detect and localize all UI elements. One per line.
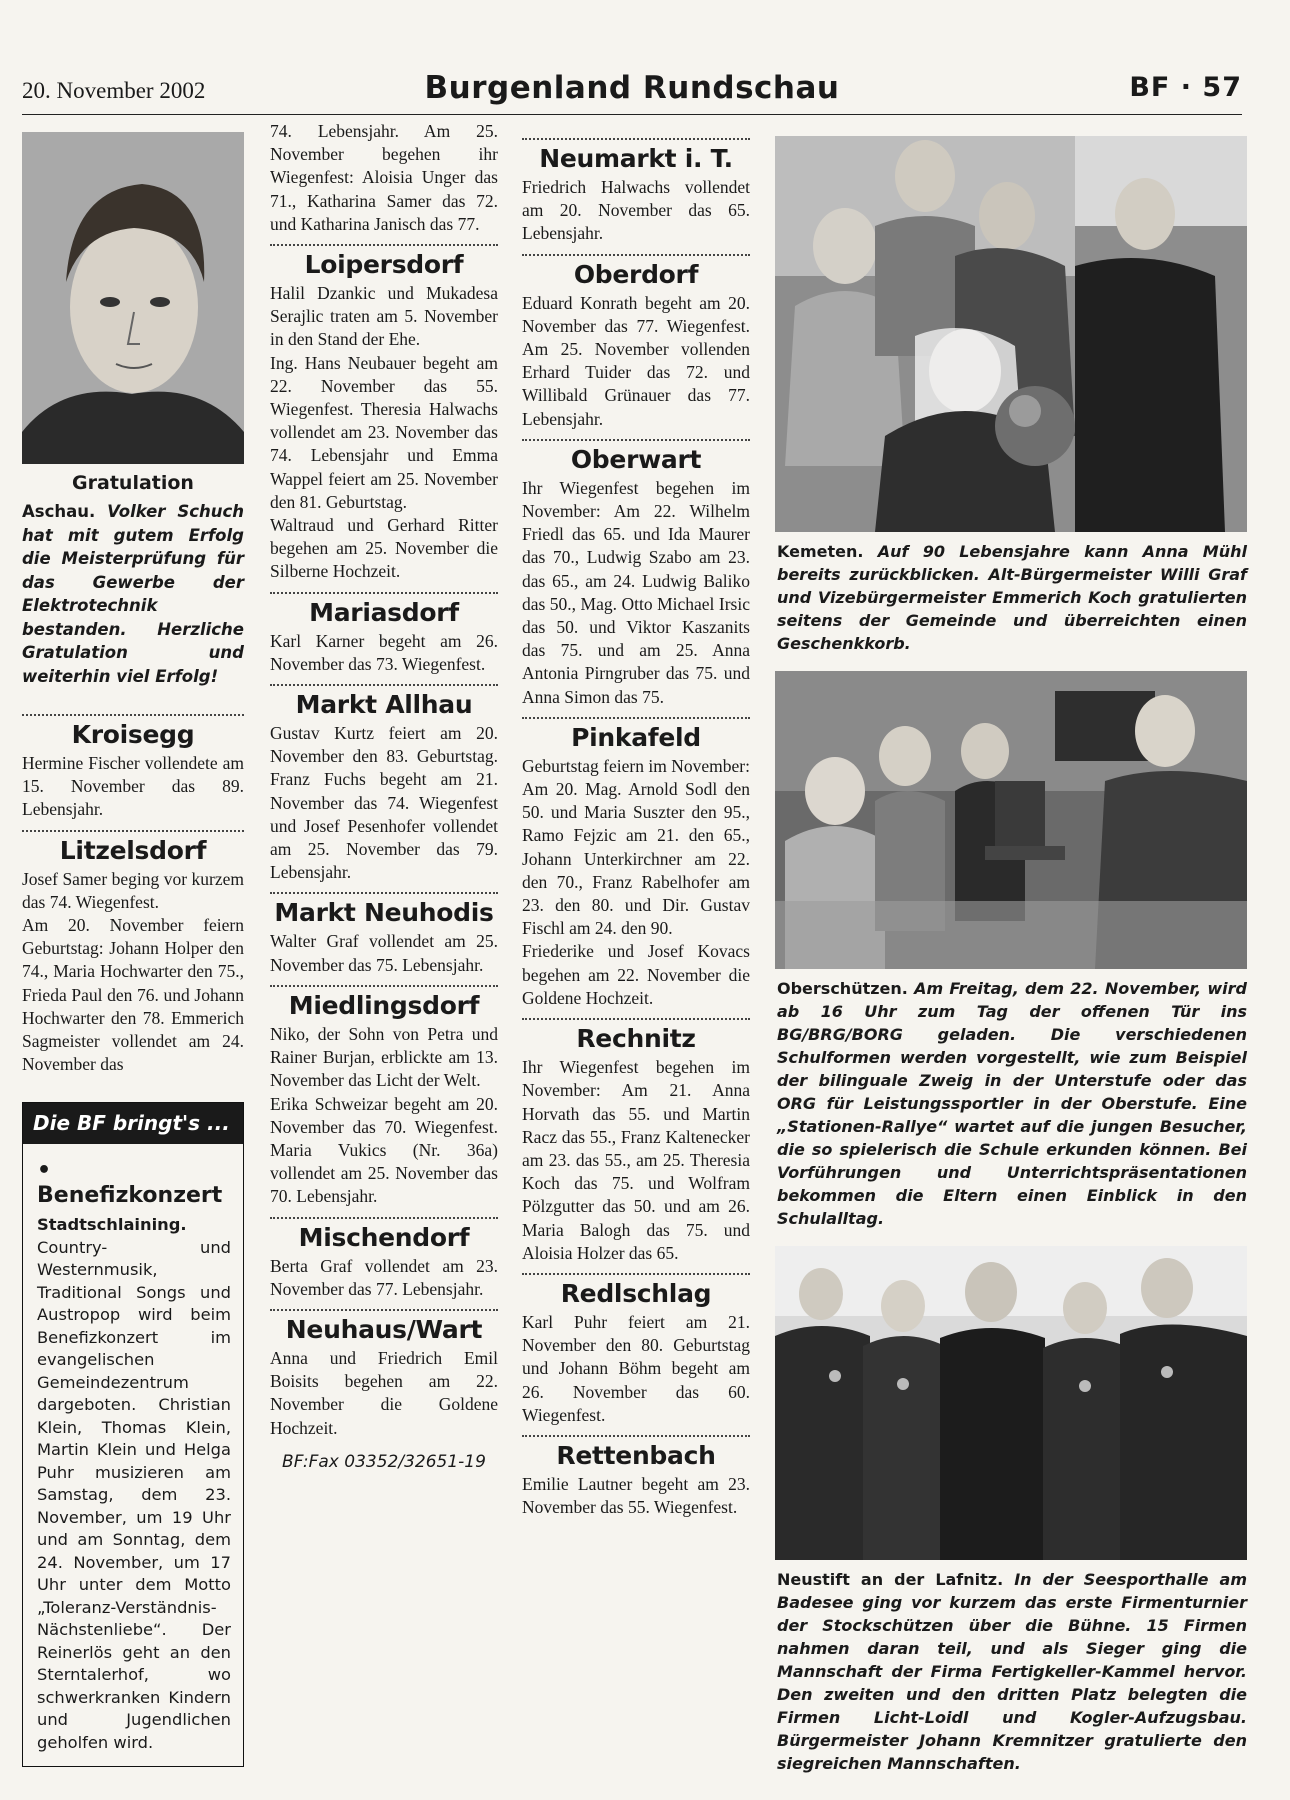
entry-markt-allhau bbox=[270, 722, 498, 884]
dotted-divider bbox=[270, 592, 498, 594]
dotted-divider bbox=[522, 254, 750, 256]
dotted-divider bbox=[522, 717, 750, 719]
town-rettenbach: Rettenbach bbox=[556, 1440, 716, 1470]
entry-text: 74. Lebensjahr. Am 25. November begehen ihr Wiegenfest: Aloisia Unger das 71., Katharina Samer das 72. und Katharina Janisch das 77. bbox=[270, 121, 498, 234]
town-mischendorf: Mischendorf bbox=[298, 1222, 470, 1252]
dotted-divider bbox=[522, 1273, 750, 1275]
dotted-divider bbox=[22, 714, 244, 716]
town-neuhaus-wart: Neuhaus/Wart bbox=[285, 1314, 483, 1344]
caption-place: Neustift an der Lafnitz. bbox=[777, 1570, 1004, 1589]
entry-mariasdorf bbox=[270, 630, 498, 676]
column-2 bbox=[270, 120, 498, 1472]
portrait-photo bbox=[22, 132, 244, 464]
town-redlschlag: Redlschlag bbox=[560, 1278, 712, 1308]
dotted-divider bbox=[22, 830, 244, 832]
caption-text: Am Freitag, dem 22. November, wird ab 16 Uhr zum Tag der offenen Tür ins BG/BRG/BORG geladen. Die verschiedenen Schulformen werden vorgestellt, wie zum Beispiel der bilinguale Zweig in der Unterstufe oder das ORG für Leistungssportler in der Oberstufe. Eine „Stationen-Rallye“ wartet auf die jungen Besucher, die so spielerisch die Schule erkunden können. Bei Vorführungen und Unterrichtspräsentationen bekommen die Eltern einen Einblick in den Schulalltag. bbox=[777, 979, 1247, 1228]
entry-text: Geburtstag feiern im November: Am 20. Mag. Arnold Sodl den 50. und Maria Suszter den 95., Ramo Fejzic am 21. den 65., Johann Unterkirchner am 22. den 70., Franz Rabelhofer am 23. den 80. und Dir. Gustav Fischl am 24. den 90. bbox=[522, 755, 750, 939]
town-neumarkt: Neumarkt i. T. bbox=[539, 144, 733, 173]
entry-text: Erika Schweizar begeht am 20. November das 70. Wiegenfest. Maria Vukics (Nr. 36a) vollendet am 25. November das 70. Lebensjahr. bbox=[270, 1093, 498, 1207]
entry-text: Hermine Fischer vollendete am 15. November das 89. Lebensjahr. bbox=[22, 753, 244, 820]
caption-place: Kemeten. bbox=[777, 542, 864, 561]
column-1 bbox=[22, 132, 244, 1767]
caption-place: Oberschützen. bbox=[777, 979, 908, 998]
entry-continued bbox=[270, 120, 498, 236]
entry-rettenbach bbox=[522, 1473, 750, 1519]
town-litzelsdorf: Litzelsdorf bbox=[59, 835, 207, 865]
entry-oberwart bbox=[522, 477, 750, 709]
entry-text: Emilie Lautner begeht am 23. November das 55. Wiegenfest. bbox=[522, 1473, 750, 1518]
entry-pinkafeld bbox=[522, 755, 750, 1010]
dotted-divider bbox=[270, 1309, 498, 1311]
column-4 bbox=[775, 136, 1249, 1775]
caption-text: Auf 90 Lebensjahre kann Anna Mühl bereits zurückblicken. Alt-Bürgermeister Willi Graf und Vizebürgermeister Emmerich Koch gratulierten seitens der Gemeinde und überreichten einen Geschenkkorb. bbox=[777, 542, 1247, 653]
entry-text: Karl Puhr feiert am 21. November den 80. Geburtstag und Johann Böhm begeht am 26. November das 60. Wiegenfest. bbox=[522, 1311, 750, 1425]
town-mariasdorf: Mariasdorf bbox=[309, 597, 459, 627]
entry-text: Berta Graf vollendet am 23. November das 77. Lebensjahr. bbox=[270, 1255, 498, 1299]
newspaper-title: Burgenland Rundschau bbox=[424, 70, 840, 106]
entry-miedlingsdorf bbox=[270, 1023, 498, 1209]
box-text bbox=[37, 1214, 231, 1754]
portrait-photo-image bbox=[22, 132, 244, 464]
dotted-divider bbox=[522, 138, 750, 140]
entry-text: Karl Karner begeht am 26. November das 73. Wiegenfest. bbox=[270, 630, 498, 674]
caption-place: Aschau. bbox=[22, 502, 96, 521]
microscope-photo bbox=[775, 671, 1247, 969]
kemeten-photo-image bbox=[775, 136, 1247, 532]
entry-text: Walter Graf vollendet am 25. November das 75. Lebensjahr. bbox=[270, 931, 498, 975]
dotted-divider bbox=[270, 684, 498, 686]
town-kroisegg: Kroisegg bbox=[71, 720, 195, 749]
box-body: Country- und Westernmusik, Traditional Songs und Austropop wird beim Benefizkonzert im evangelischen Gemeindezentrum dargeboten. Christian Klein, Thomas Klein, Martin Klein und Helga Puhr musizieren am Samstag, dem 23. November, um 19 Uhr und am Sonntag, dem 24. November, um 17 Uhr unter dem Motto „Toleranz-Verständnis-Nächstenliebe“. Der Reinerlös geht an den Sterntalerhof, wo schwerkranken Kindern und Jugendlichen geholfen wird. bbox=[37, 1237, 231, 1752]
dotted-divider bbox=[522, 1018, 750, 1020]
dotted-divider bbox=[270, 1217, 498, 1219]
issue-date: 20. November 2002 bbox=[22, 78, 206, 103]
bf-bringts-box bbox=[22, 1102, 244, 1767]
entry-text: Waltraud und Gerhard Ritter begehen am 25. November die Silberne Hochzeit. bbox=[270, 515, 498, 582]
entry-redlschlag bbox=[522, 1311, 750, 1427]
entry-text: Friedrich Halwachs vollendet am 20. November das 65. Lebensjahr. bbox=[522, 177, 750, 244]
entry-kroisegg bbox=[22, 752, 244, 822]
group-photo-elderly bbox=[775, 136, 1247, 532]
town-markt-neuhodis: Markt Neuhodis bbox=[274, 898, 494, 928]
entry-text: Ing. Hans Neubauer begeht am 22. November das 55. Wiegenfest. Theresia Halwachs vollendet am 23. November das 74. Lebensjahr und Emma Wappel feiert am 25. November den 81. Geburtstag. bbox=[270, 352, 498, 512]
entry-text: Halil Dzankic und Mukadesa Serajlic traten am 5. November in den Stand der Ehe. bbox=[270, 283, 498, 350]
entry-text: Eduard Konrath begeht am 20. November das 77. Wiegenfest. Am 25. November vollenden Erhard Tuider das 72. und Willibald Grünauer das 77. Lebensjahr. bbox=[522, 292, 750, 429]
dotted-divider bbox=[270, 985, 498, 987]
entry-text: Anna und Friedrich Emil Boisits begehen am 22. November die Goldene Hochzeit. bbox=[270, 1347, 498, 1438]
page-header bbox=[22, 68, 1242, 115]
town-miedlingsdorf: Miedlingsdorf bbox=[288, 990, 480, 1020]
column-3 bbox=[522, 138, 750, 1519]
kemeten-caption bbox=[777, 540, 1247, 655]
fax-number: BF:Fax 03352/32651-19 bbox=[282, 1451, 486, 1472]
neustift-caption bbox=[777, 1568, 1247, 1775]
entry-litzelsdorf bbox=[22, 868, 244, 1077]
town-oberdorf: Oberdorf bbox=[573, 259, 699, 289]
portrait-caption bbox=[22, 500, 244, 688]
town-pinkafeld: Pinkafeld bbox=[571, 722, 701, 752]
dotted-divider bbox=[522, 1435, 750, 1437]
box-header: Die BF bringt's ... bbox=[23, 1103, 243, 1144]
town-markt-allhau: Markt Allhau bbox=[295, 690, 473, 720]
page-number: BF · 57 bbox=[1129, 72, 1242, 103]
dotted-divider bbox=[270, 244, 498, 246]
entry-text: Gustav Kurtz feiert am 20. November den 83. Geburtstag. Franz Fuchs begeht am 21. November das 74. Wiegenfest und Josef Pesenhofer vollendet am 25. November das 79. Lebensjahr. bbox=[270, 723, 498, 883]
oberschuetzen-caption bbox=[777, 977, 1247, 1230]
team-medals-photo bbox=[775, 1246, 1247, 1560]
caption-title: Gratulation bbox=[72, 472, 194, 494]
entry-text: Niko, der Sohn von Petra und Rainer Burjan, erblickte am 13. November das Licht der Welt. bbox=[270, 1023, 498, 1091]
town-rechnitz: Rechnitz bbox=[576, 1024, 696, 1054]
box-title: • Benefizkonzert bbox=[37, 1158, 223, 1209]
oberschuetzen-photo-image bbox=[775, 671, 1247, 969]
caption-text: Volker Schuch hat mit gutem Erfolg die Meisterprüfung für das Gewerbe der Elektrotechnik bestanden. Herzliche Gratulation und weiterhin viel Erfolg! bbox=[22, 502, 245, 686]
entry-neuhaus-wart bbox=[270, 1347, 498, 1440]
town-oberwart: Oberwart bbox=[570, 444, 702, 474]
entry-neumarkt bbox=[522, 176, 750, 246]
entry-mischendorf bbox=[270, 1255, 498, 1301]
entry-text: Am 20. November feiern Geburtstag: Johann Holper den 74., Maria Hochwarter den 75., Frieda Paul den 76. und Johann Hochwarter den 78. Emmerich Sagmeister vollendet am 24. November das bbox=[22, 915, 244, 1075]
entry-loipersdorf bbox=[270, 282, 498, 584]
entry-text: Ihr Wiegenfest begehen im November: Am 21. Anna Horvath das 55. und Martin Racz das 55., Franz Kaltenecker am 23. das 55., am 25. Theresia Koch das 75. und Wolfram Pölzgutter das 50. und am 26. Maria Balogh das 75. und Aloisia Holzer das 65. bbox=[522, 1057, 750, 1263]
box-place: Stadtschlaining. bbox=[37, 1215, 187, 1235]
entry-text: Ihr Wiegenfest begehen im November: Am 22. Wilhelm Friedl das 65. und Ida Maurer das 70., Ludwig Szabo am 23. das 65., am 24. Ludwig Baliko das 50., Mag. Otto Michael Irsic das 50. und Viktor Kaszanits das 75. und am 25. Anna Antonia Pirngruber das 75. und Anna Simon das 75. bbox=[522, 477, 750, 707]
entry-markt-neuhodis bbox=[270, 930, 498, 976]
entry-text: Friederike und Josef Kovacs begehen am 22. November die Goldene Hochzeit. bbox=[522, 941, 750, 1008]
entry-oberdorf bbox=[522, 292, 750, 431]
entry-rechnitz bbox=[522, 1056, 750, 1265]
neustift-photo-image bbox=[775, 1246, 1247, 1560]
dotted-divider bbox=[522, 439, 750, 441]
entry-text: Josef Samer beging vor kurzem das 74. Wiegenfest. bbox=[22, 868, 244, 912]
town-loipersdorf: Loipersdorf bbox=[304, 250, 464, 280]
caption-text: In der Seesporthalle am Badesee ging vor kurzem das erste Firmenturnier der Stockschützen über die Bühne. 15 Firmen nahmen daran teil, und als Sieger ging die Mannschaft der Firma Fertigkeller-Kammel hervor. Den zweiten und den dritten Platz belegten die Firmen Licht-Loidl und Kogler-Aufzugsbau. Bürgermeister Johann Kremnitzer gratulierte den siegreichen Mannschaften. bbox=[777, 1570, 1247, 1773]
dotted-divider bbox=[270, 892, 498, 894]
